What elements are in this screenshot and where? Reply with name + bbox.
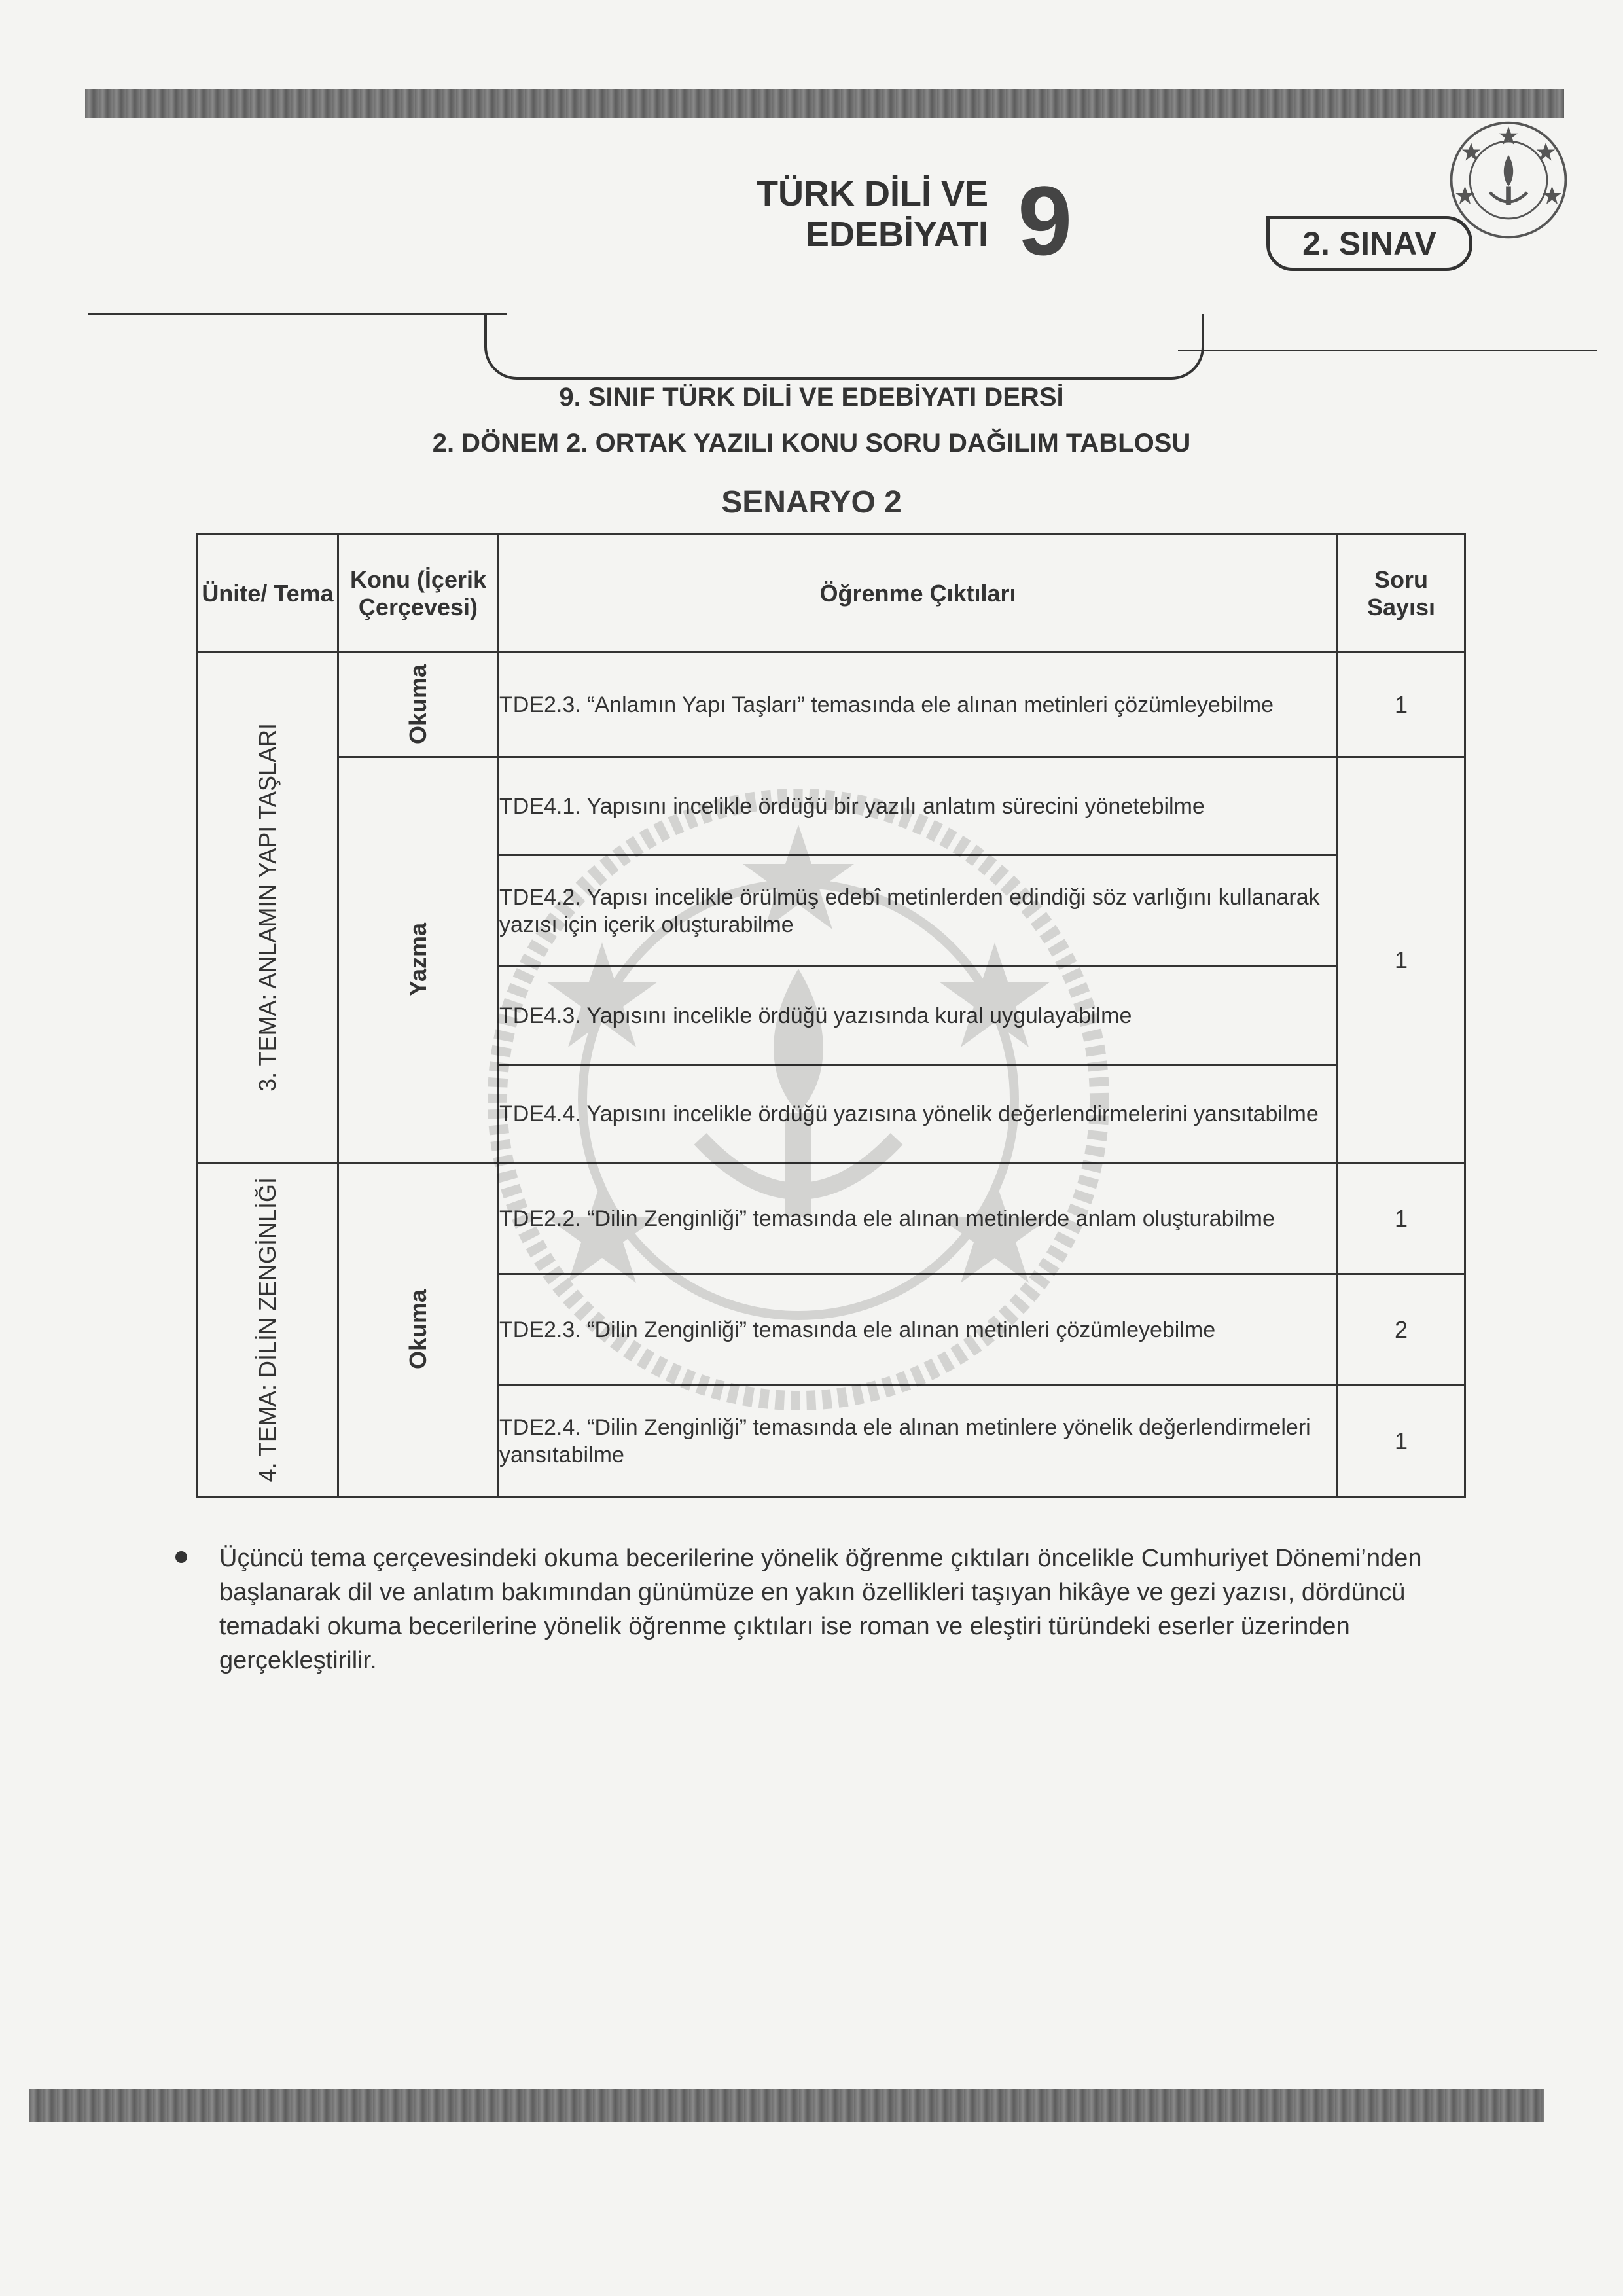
topic-cell — [338, 1163, 499, 1497]
exam-badge: 2. SINAV — [1266, 216, 1472, 271]
subject-title-line1: TÜRK DİLİ VE — [756, 174, 988, 213]
table-header-row — [198, 535, 1465, 653]
subject-title-line2: EDEBİYATI — [805, 215, 988, 254]
topic-cell — [338, 757, 499, 1163]
topic-label: Okuma — [404, 664, 431, 745]
bullet-icon — [175, 1551, 187, 1563]
header-unit: Ünite/ Tema — [198, 535, 338, 653]
question-count-cell: 2 — [1338, 1274, 1465, 1386]
question-count-cell: 1 — [1338, 1386, 1465, 1497]
subject-title — [681, 173, 988, 255]
document-title-line2: 2. DÖNEM 2. ORTAK YAZILI KONU SORU DAĞILIM TABLOSU — [432, 429, 1191, 457]
outcome-cell: TDE2.2. “Dilin Zenginliği” temasında ele alınan metinlerde anlam oluşturabilme — [499, 1163, 1338, 1274]
table-row — [198, 1163, 1465, 1274]
question-distribution-table — [196, 533, 1466, 1498]
topic-cell — [338, 653, 499, 757]
table-row — [198, 653, 1465, 757]
outcome-cell: TDE2.3. “Dilin Zenginliği” temasında ele alınan metinleri çözümleyebilme — [499, 1274, 1338, 1386]
outcome-cell: TDE4.4. Yapısını incelikle ördüğü yazısına yönelik değerlendirmelerini yansıtabilme — [499, 1065, 1338, 1163]
scenario-title: SENARYO 2 — [721, 485, 902, 520]
top-decorative-band — [85, 89, 1564, 118]
grade-number: 9 — [1018, 166, 1073, 276]
outcome-cell: TDE4.3. Yapısını incelikle ördüğü yazısında kural uygulayabilme — [499, 967, 1338, 1065]
header-tab-shape — [484, 314, 1204, 380]
question-count-cell: 1 — [1338, 653, 1465, 757]
header-rule-left — [88, 313, 507, 315]
unit-cell — [198, 653, 338, 1163]
header-outcomes: Öğrenme Çıktıları — [499, 535, 1338, 653]
outcome-cell: TDE2.3. “Anlamın Yapı Taşları” temasında ele alınan metinleri çözümleyebilme — [499, 653, 1338, 757]
question-count-cell: 1 — [1338, 757, 1465, 1163]
unit-label: 4. TEMA: DİLİN ZENGİNLİĞİ — [254, 1177, 281, 1482]
unit-cell — [198, 1163, 338, 1497]
unit-label: 3. TEMA: ANLAMIN YAPI TAŞLARI — [254, 723, 281, 1092]
topic-label: Yazma — [404, 923, 431, 997]
header-question-count: Soru Sayısı — [1338, 535, 1465, 653]
outcome-cell: TDE2.4. “Dilin Zenginliği” temasında ele alınan metinlere yönelik değerlendirmeleri yansıtabilme — [499, 1386, 1338, 1497]
outcome-cell: TDE4.2. Yapısı incelikle örülmüş edebî metinlerden edindiği söz varlığını kullanarak yazısı için içerik oluşturabilme — [499, 855, 1338, 967]
header-rule-right — [1178, 350, 1597, 351]
question-count-cell: 1 — [1338, 1163, 1465, 1274]
meb-seal-icon — [1446, 118, 1571, 242]
bottom-decorative-band — [29, 2089, 1544, 2122]
document-title-line1: 9. SINIF TÜRK DİLİ VE EDEBİYATI DERSİ — [559, 383, 1064, 412]
topic-label: Okuma — [404, 1289, 431, 1370]
header-topic: Konu (İçerik Çerçevesi) — [338, 535, 499, 653]
note-paragraph: Üçüncü tema çerçevesindeki okuma becerilerine yönelik öğrenme çıktıları öncelikle Cumhuriyet Dönemi’nden başlanarak dil ve anlatım bakımından günümüze en yakın özellikleri taşıyan hikâye ve gezi yazısı, dördüncü temadaki okuma becerilerine yönelik öğrenme çıktıları ise roman ve eleştiri türündeki eserler üzerinden gerçekleştirilir. — [219, 1545, 1422, 1674]
table-row — [198, 757, 1465, 855]
outcome-cell: TDE4.1. Yapısını incelikle ördüğü bir yazılı anlatım sürecini yönetebilme — [499, 757, 1338, 855]
